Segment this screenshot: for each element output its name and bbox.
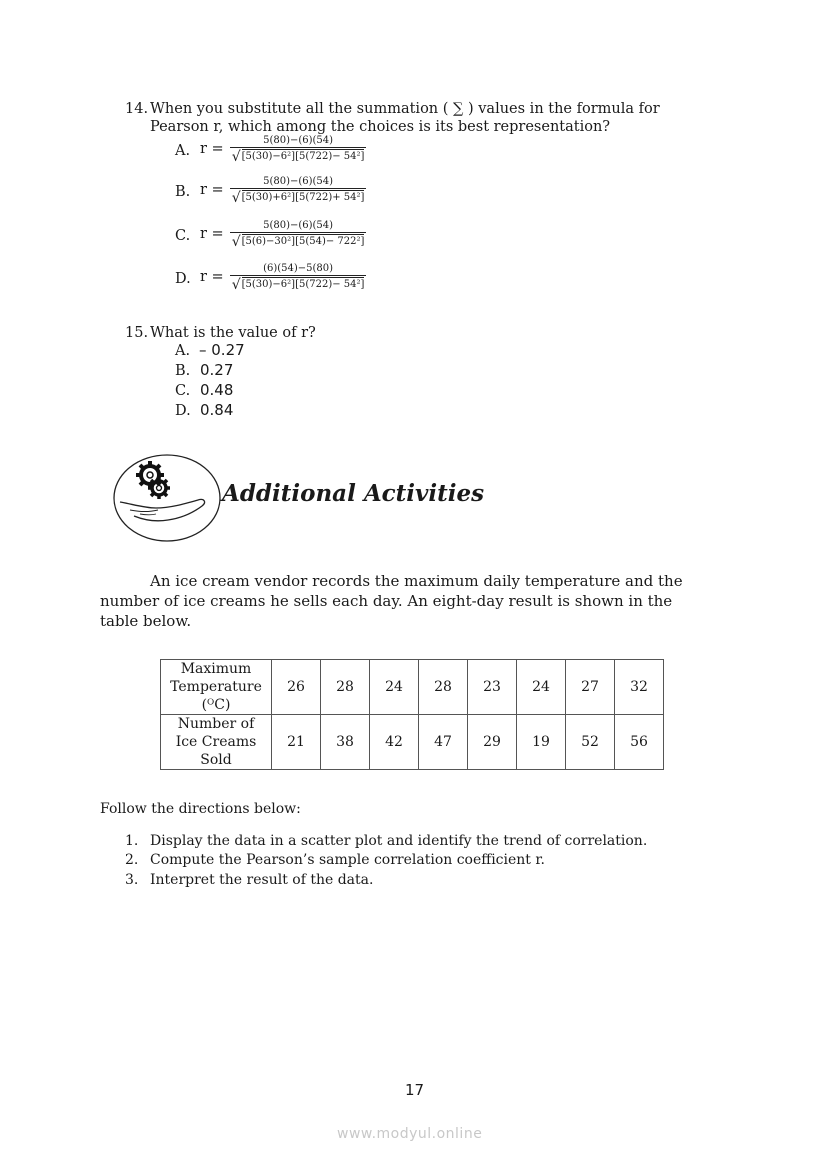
formula-denominator: [5(30)−6²][5(722)− 54²] [241, 279, 365, 290]
table-row [161, 660, 664, 715]
question-14-line1: When you substitute all the summation ( ∑ ) values in the formula for [150, 101, 660, 117]
table-cell: 42 [370, 715, 419, 770]
question-14-number: 14. [125, 101, 149, 117]
intro-line-3: table below. [100, 612, 192, 630]
table-cell: 23 [468, 660, 517, 715]
q15-option-d-letter: D. [175, 403, 191, 419]
formula-numerator: 5(80)−(6)(54) [263, 176, 334, 187]
q15-option-a-letter: A. [175, 343, 191, 359]
table-row [161, 715, 664, 770]
gears-in-hand-icon [110, 452, 222, 544]
formula-denominator: [5(30)+6²][5(722)+ 54²] [241, 192, 365, 203]
formula-lhs: r = [200, 269, 224, 285]
watermark: www.modyul.online [337, 1126, 483, 1142]
table-cell: 24 [517, 660, 566, 715]
directions-item-number: 3. [125, 872, 139, 888]
formula-denominator: [5(30)−6²][5(722)− 54²] [241, 151, 365, 162]
table-cell: 56 [615, 715, 664, 770]
formula-numerator: 5(80)−(6)(54) [263, 135, 334, 146]
q14-option-b-letter: B. [175, 184, 191, 200]
q14-option-c-letter: C. [175, 228, 191, 244]
directions-item-text: Compute the Pearson’s sample correlation coefficient r. [150, 852, 545, 868]
sqrt-icon: √ [231, 149, 241, 165]
table-cell: 19 [517, 715, 566, 770]
formula-lhs: r = [200, 141, 224, 157]
q15-option-b-value: 0.27 [200, 361, 234, 379]
question-15-text: What is the value of r? [150, 325, 316, 341]
directions-item-number: 1. [125, 833, 139, 849]
q15-option-d-value: 0.84 [200, 401, 234, 419]
formula-numerator: (6)(54)−5(80) [263, 263, 334, 274]
question-14-line2: Pearson r, which among the choices is its best representation? [150, 119, 611, 135]
table-cell: 21 [272, 715, 321, 770]
table-cell: 38 [321, 715, 370, 770]
q15-option-a-value: – 0.27 [199, 341, 245, 359]
q14-option-a-formula [200, 135, 366, 163]
formula-denominator: [5(6)−30²][5(54)− 722²] [241, 236, 365, 247]
directions-item-text: Interpret the result of the data. [150, 872, 374, 888]
header-line: Maximum [180, 661, 252, 677]
formula-numerator: 5(80)−(6)(54) [263, 220, 334, 231]
directions-item-text: Display the data in a scatter plot and identify the trend of correlation. [150, 833, 648, 849]
sqrt-icon: √ [231, 277, 241, 293]
row-header [161, 660, 272, 715]
q14-option-d-letter: D. [175, 271, 191, 287]
header-line: (ᴼC) [201, 697, 231, 713]
header-line: Ice Creams [175, 734, 257, 750]
table-cell: 24 [370, 660, 419, 715]
directions-intro: Follow the directions below: [100, 801, 301, 817]
table-cell: 28 [321, 660, 370, 715]
formula-lhs: r = [200, 182, 224, 198]
header-line: Sold [200, 752, 232, 768]
table-cell: 27 [566, 660, 615, 715]
header-line: Number of [177, 716, 255, 732]
q14-option-b-formula [200, 176, 366, 204]
header-line: Temperature [170, 679, 262, 695]
question-15-number: 15. [125, 325, 149, 341]
q14-option-c-formula [200, 220, 366, 248]
page-number: 17 [405, 1081, 425, 1099]
table-cell: 47 [419, 715, 468, 770]
table-cell: 28 [419, 660, 468, 715]
directions-item-number: 2. [125, 852, 139, 868]
row-header [161, 715, 272, 770]
sqrt-icon: √ [231, 190, 241, 206]
section-title: Additional Activities [222, 480, 485, 507]
data-table [160, 659, 664, 770]
sqrt-icon: √ [231, 234, 241, 250]
q15-option-c-value: 0.48 [200, 381, 234, 399]
table-cell: 52 [566, 715, 615, 770]
intro-line-1: An ice cream vendor records the maximum daily temperature and the [150, 572, 683, 590]
q15-option-c-letter: C. [175, 383, 191, 399]
intro-line-2: number of ice creams he sells each day. An eight-day result is shown in the [100, 592, 673, 610]
formula-lhs: r = [200, 226, 224, 242]
table-cell: 26 [272, 660, 321, 715]
q15-option-b-letter: B. [175, 363, 191, 379]
table-cell: 29 [468, 715, 517, 770]
table-cell: 32 [615, 660, 664, 715]
q14-option-d-formula [200, 263, 366, 291]
q14-option-a-letter: A. [175, 143, 191, 159]
